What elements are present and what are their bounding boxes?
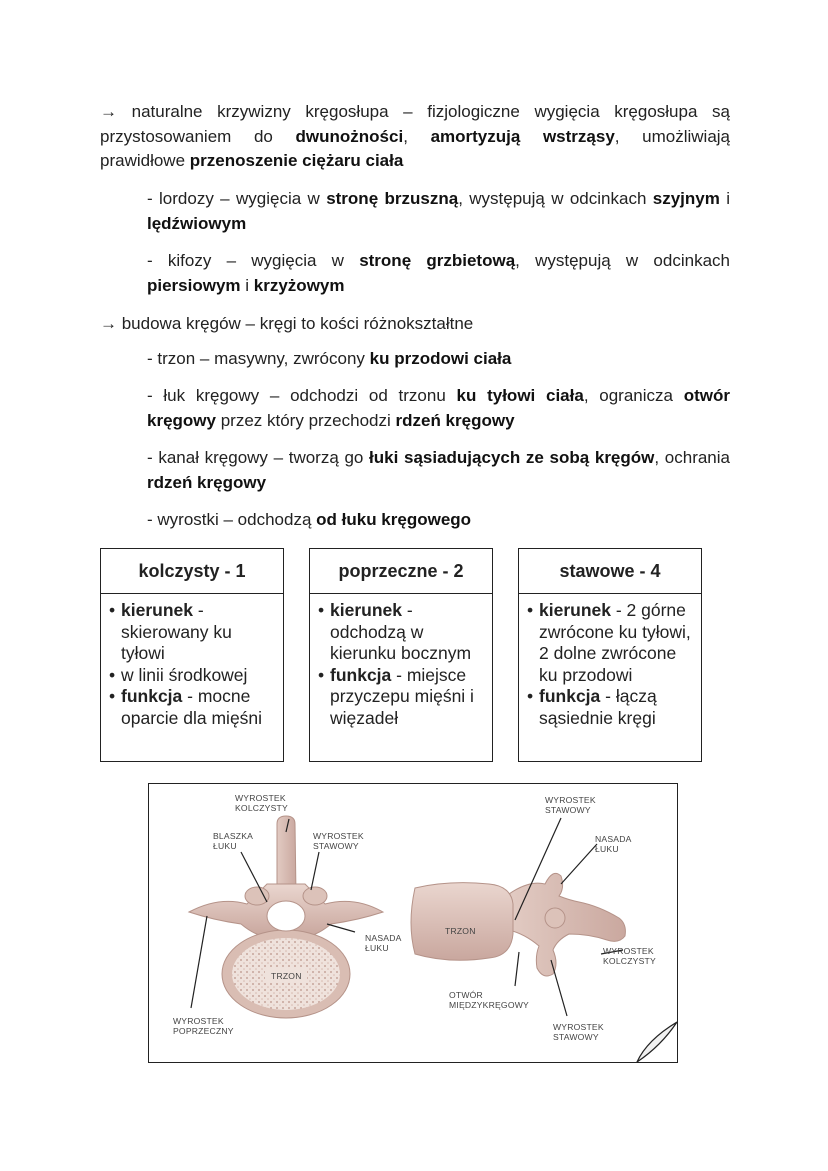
text: - kanał kręgowy – tworzą go <box>147 448 370 467</box>
label-intervertebral-foramen-2: MIĘDZYKRĘGOWY <box>449 1000 529 1010</box>
text: , ochrania <box>654 448 730 467</box>
label-pedicle-right-2: ŁUKU <box>595 844 619 854</box>
bold-text: funkcja <box>539 686 601 706</box>
box-list <box>310 594 492 729</box>
bold-text: amortyzują wstrząsy <box>430 126 615 146</box>
text: - łuk kręgowy – odchodzi od trzonu <box>147 386 457 405</box>
text: , ogranicza <box>583 386 684 405</box>
label-body-left: TRZON <box>271 971 302 981</box>
label-articular-right-bottom-2: STAWOWY <box>553 1032 599 1042</box>
box-title: poprzeczne - 2 <box>310 549 492 594</box>
box-spinous-process <box>100 548 284 762</box>
bold-text: rdzeń kręgowy <box>395 410 515 430</box>
label-spinous-right-1: WYROSTEK <box>603 946 654 956</box>
label-spinous-right-2: KOLCZYSTY <box>603 956 656 966</box>
text: - skierowany ku tyłowi <box>121 600 232 663</box>
bold-text: łuki sąsiadujących ze sobą kręgów <box>369 448 655 467</box>
arrow-icon: → <box>100 314 117 333</box>
label-body-right: TRZON <box>445 926 476 936</box>
text: - 2 górne zwrócone ku tyłowi, 2 dolne zwrócone ku przodowi <box>539 600 691 685</box>
bold-text: kierunek <box>121 600 193 620</box>
bold-text: ku tyłowi ciała <box>456 386 584 405</box>
list-item <box>109 600 275 665</box>
bold-text: stronę brzuszną <box>326 189 459 208</box>
box-transverse-process <box>309 548 493 762</box>
label-articular-right-1: WYROSTEK <box>545 795 596 805</box>
label-lamina-1: BLASZKA <box>213 831 254 841</box>
bold-text: kierunek <box>539 600 611 620</box>
label-pedicle-1: NASADA <box>365 933 402 943</box>
box-title: kolczysty - 1 <box>101 549 283 594</box>
paragraph-arch <box>147 384 730 433</box>
text: w linii środkowej <box>121 664 248 685</box>
list-item <box>527 686 693 729</box>
text: budowa kręgów – kręgi to kości różnokształtne <box>117 314 474 333</box>
box-articular-process <box>518 548 702 762</box>
list-item <box>318 665 484 730</box>
bold-text: rdzeń kręgowy <box>147 472 267 492</box>
bold-text: ku przodowi ciała <box>369 349 512 368</box>
label-spinous-process-1: WYROSTEK <box>235 793 286 803</box>
paragraph-lordosis <box>147 187 730 236</box>
list-item <box>527 600 693 686</box>
text: - odchodzą w kierunku bocznym <box>330 600 472 663</box>
bold-text: od łuku kręgowego <box>316 510 472 529</box>
bold-text: przenoszenie ciężaru ciała <box>189 151 404 170</box>
text: naturalne krzywizny kręgosłupa – fizjologiczne wygięcia kręgosłupa są przystosowaniem do <box>100 102 730 146</box>
text: - mocne oparcie dla mięśni <box>121 686 263 728</box>
label-articular-process-1: WYROSTEK <box>313 831 364 841</box>
text: i <box>240 275 254 295</box>
label-transverse-process-1: WYROSTEK <box>173 1016 224 1026</box>
text: - lordozy – wygięcia w <box>147 189 327 208</box>
bold-text: funkcja <box>330 664 392 685</box>
box-list <box>101 594 283 729</box>
box-title: stawowe - 4 <box>519 549 701 594</box>
text: - trzon – masywny, zwrócony <box>147 349 370 368</box>
text: - wyrostki – odchodzą <box>147 510 317 529</box>
label-articular-right-bottom-1: WYROSTEK <box>553 1022 604 1032</box>
text: , występują w odcinkach <box>515 251 730 270</box>
text: - łączą sąsiednie kręgi <box>539 686 657 728</box>
text: i <box>719 189 730 208</box>
paragraph-vertebra-structure <box>100 312 730 337</box>
paragraph-body <box>147 347 730 372</box>
label-pedicle-2: ŁUKU <box>365 943 389 953</box>
bold-text: szyjnym <box>652 189 720 208</box>
bold-text: piersiowym <box>147 275 241 295</box>
text: , <box>403 126 431 146</box>
box-list <box>519 594 701 729</box>
arrow-icon: → <box>100 102 117 121</box>
bold-text: kierunek <box>330 600 402 620</box>
label-pedicle-right-1: NASADA <box>595 834 632 844</box>
label-lamina-2: ŁUKU <box>213 841 237 851</box>
list-item <box>318 600 484 665</box>
paragraph-kyphosis <box>147 249 730 298</box>
paragraph-processes <box>147 508 730 533</box>
bold-text: otwór kręgowy <box>147 386 730 430</box>
paragraph-canal <box>147 446 730 495</box>
vertebra-illustration <box>149 784 677 1062</box>
page-curl <box>637 1022 677 1062</box>
bold-text: lędźwiowym <box>147 213 247 233</box>
label-intervertebral-foramen-1: OTWÓR <box>449 990 483 1000</box>
label-transverse-process-2: POPRZECZNY <box>173 1026 234 1036</box>
text: - miejsce przyczepu mięśni i więzadeł <box>330 664 474 728</box>
list-item <box>109 686 275 729</box>
text: przez który przechodzi <box>215 410 396 430</box>
bold-text: dwunożności <box>295 126 404 146</box>
vertebra-figure <box>148 783 678 1063</box>
text: - kifozy – wygięcia w <box>147 251 360 270</box>
list-item <box>109 665 275 687</box>
text: , występują w odcinkach <box>458 189 653 208</box>
label-articular-right-2: STAWOWY <box>545 805 591 815</box>
bold-text: krzyżowym <box>253 275 345 295</box>
label-articular-process-2: STAWOWY <box>313 841 359 851</box>
paragraph-natural-curvatures <box>100 100 730 174</box>
label-spinous-process-2: KOLCZYSTY <box>235 803 288 813</box>
bold-text: funkcja <box>121 686 183 706</box>
bold-text: stronę grzbietową <box>359 251 516 270</box>
text: , umożliwiają prawidłowe <box>100 126 731 170</box>
